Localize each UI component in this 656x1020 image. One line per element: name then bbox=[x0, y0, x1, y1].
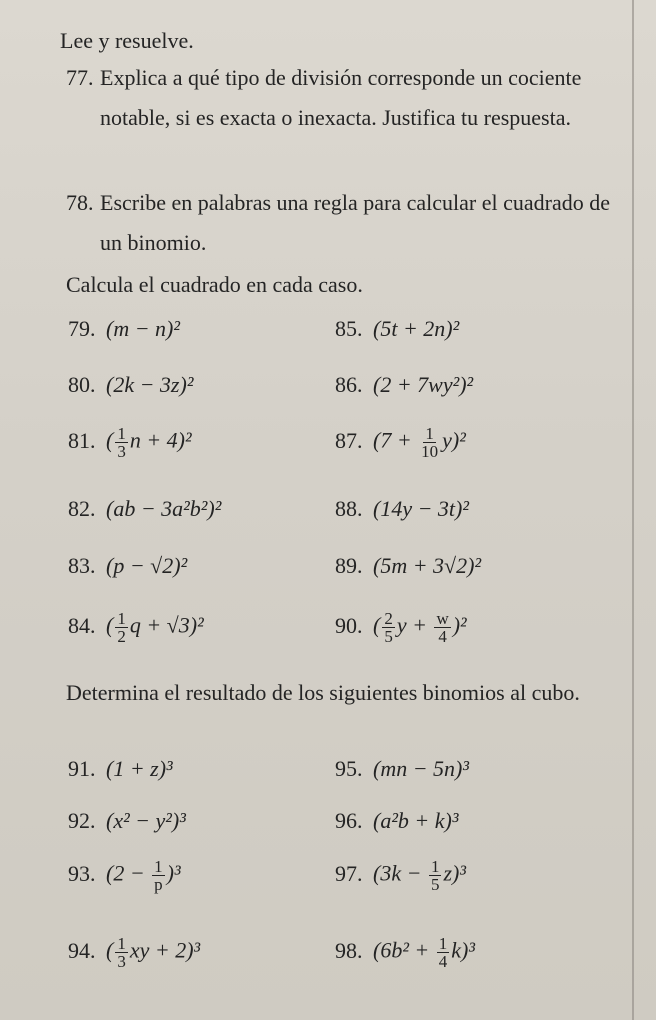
exercise-89: 89. (5m + 3√2)² bbox=[335, 553, 482, 578]
exercise-81: 81. ( $\frac{1}{3}$ n + 4)² bbox=[68, 424, 192, 461]
section-cube-title: Determina el resultado de los siguientes binomios al cubo. bbox=[66, 680, 580, 705]
problem-77 bbox=[66, 58, 621, 138]
exercise-94: 94. ( $\frac{1}{3}$ xy + 2)³ bbox=[68, 934, 201, 971]
problem-number: 77. bbox=[66, 65, 94, 90]
exercise-87: 87. (7 + $\frac{1}{10}$ y)² bbox=[335, 424, 466, 461]
exercise-95: 95. (mn − 5n)³ bbox=[335, 756, 469, 781]
exercise-90: 90. ( $\frac{2}{5}$ y + $\frac{w}{4}$ )² bbox=[335, 609, 467, 646]
fraction: $\frac{1}{3}$ bbox=[117, 934, 126, 971]
exercise-88: 88. (14y − 3t)² bbox=[335, 496, 469, 521]
fraction: $\frac{1}{3}$ bbox=[117, 424, 126, 461]
exercise-91: 91. (1 + z)³ bbox=[68, 756, 173, 781]
problem-text: Explica a qué tipo de división corresponde un cociente notable, si es exacta o inexacta. Justifica tu respuesta. bbox=[100, 65, 582, 130]
exercise-82: 82. (ab − 3a²b²)² bbox=[68, 496, 222, 521]
problem-text: Escribe en palabras una regla para calcular el cuadrado de un binomio. bbox=[100, 190, 610, 255]
page-margin-line bbox=[632, 0, 634, 1020]
fraction: $\frac{2}{5}$ bbox=[384, 609, 393, 646]
fraction: $\frac{1}{10}$ bbox=[421, 424, 439, 461]
exercise-93: 93. (2 − $\frac{1}{p}$ )³ bbox=[68, 857, 181, 894]
exercise-79: 79. (m − n)² bbox=[68, 316, 180, 341]
fraction: $\frac{w}{4}$ bbox=[436, 609, 449, 646]
exercise-83: 83. (p − √2)² bbox=[68, 553, 188, 578]
fraction: $\frac{1}{p}$ bbox=[154, 857, 163, 894]
fraction: $\frac{1}{5}$ bbox=[430, 857, 440, 894]
exercise-92: 92. (x² − y²)³ bbox=[68, 808, 186, 833]
fraction: $\frac{1}{4}$ bbox=[438, 934, 448, 971]
problem-78 bbox=[66, 183, 621, 263]
exercise-97: 97. (3k − $\frac{1}{5}$ z)³ bbox=[335, 857, 466, 894]
instructions-heading: Lee y resuelve. bbox=[60, 28, 194, 53]
exercise-85: 85. (5t + 2n)² bbox=[335, 316, 460, 341]
exercise-80: 80. (2k − 3z)² bbox=[68, 372, 194, 397]
exercise-96: 96. (a²b + k)³ bbox=[335, 808, 459, 833]
exercise-86: 86. (2 + 7wy²)² bbox=[335, 372, 474, 397]
exercise-98: 98. (6b² + $\frac{1}{4}$ k)³ bbox=[335, 934, 475, 971]
problem-number: 78. bbox=[66, 190, 94, 215]
section-square-title: Calcula el cuadrado en cada caso. bbox=[66, 272, 363, 297]
fraction: $\frac{1}{2}$ bbox=[117, 609, 126, 646]
exercise-84: 84. ( $\frac{1}{2}$ q + √3)² bbox=[68, 609, 204, 646]
